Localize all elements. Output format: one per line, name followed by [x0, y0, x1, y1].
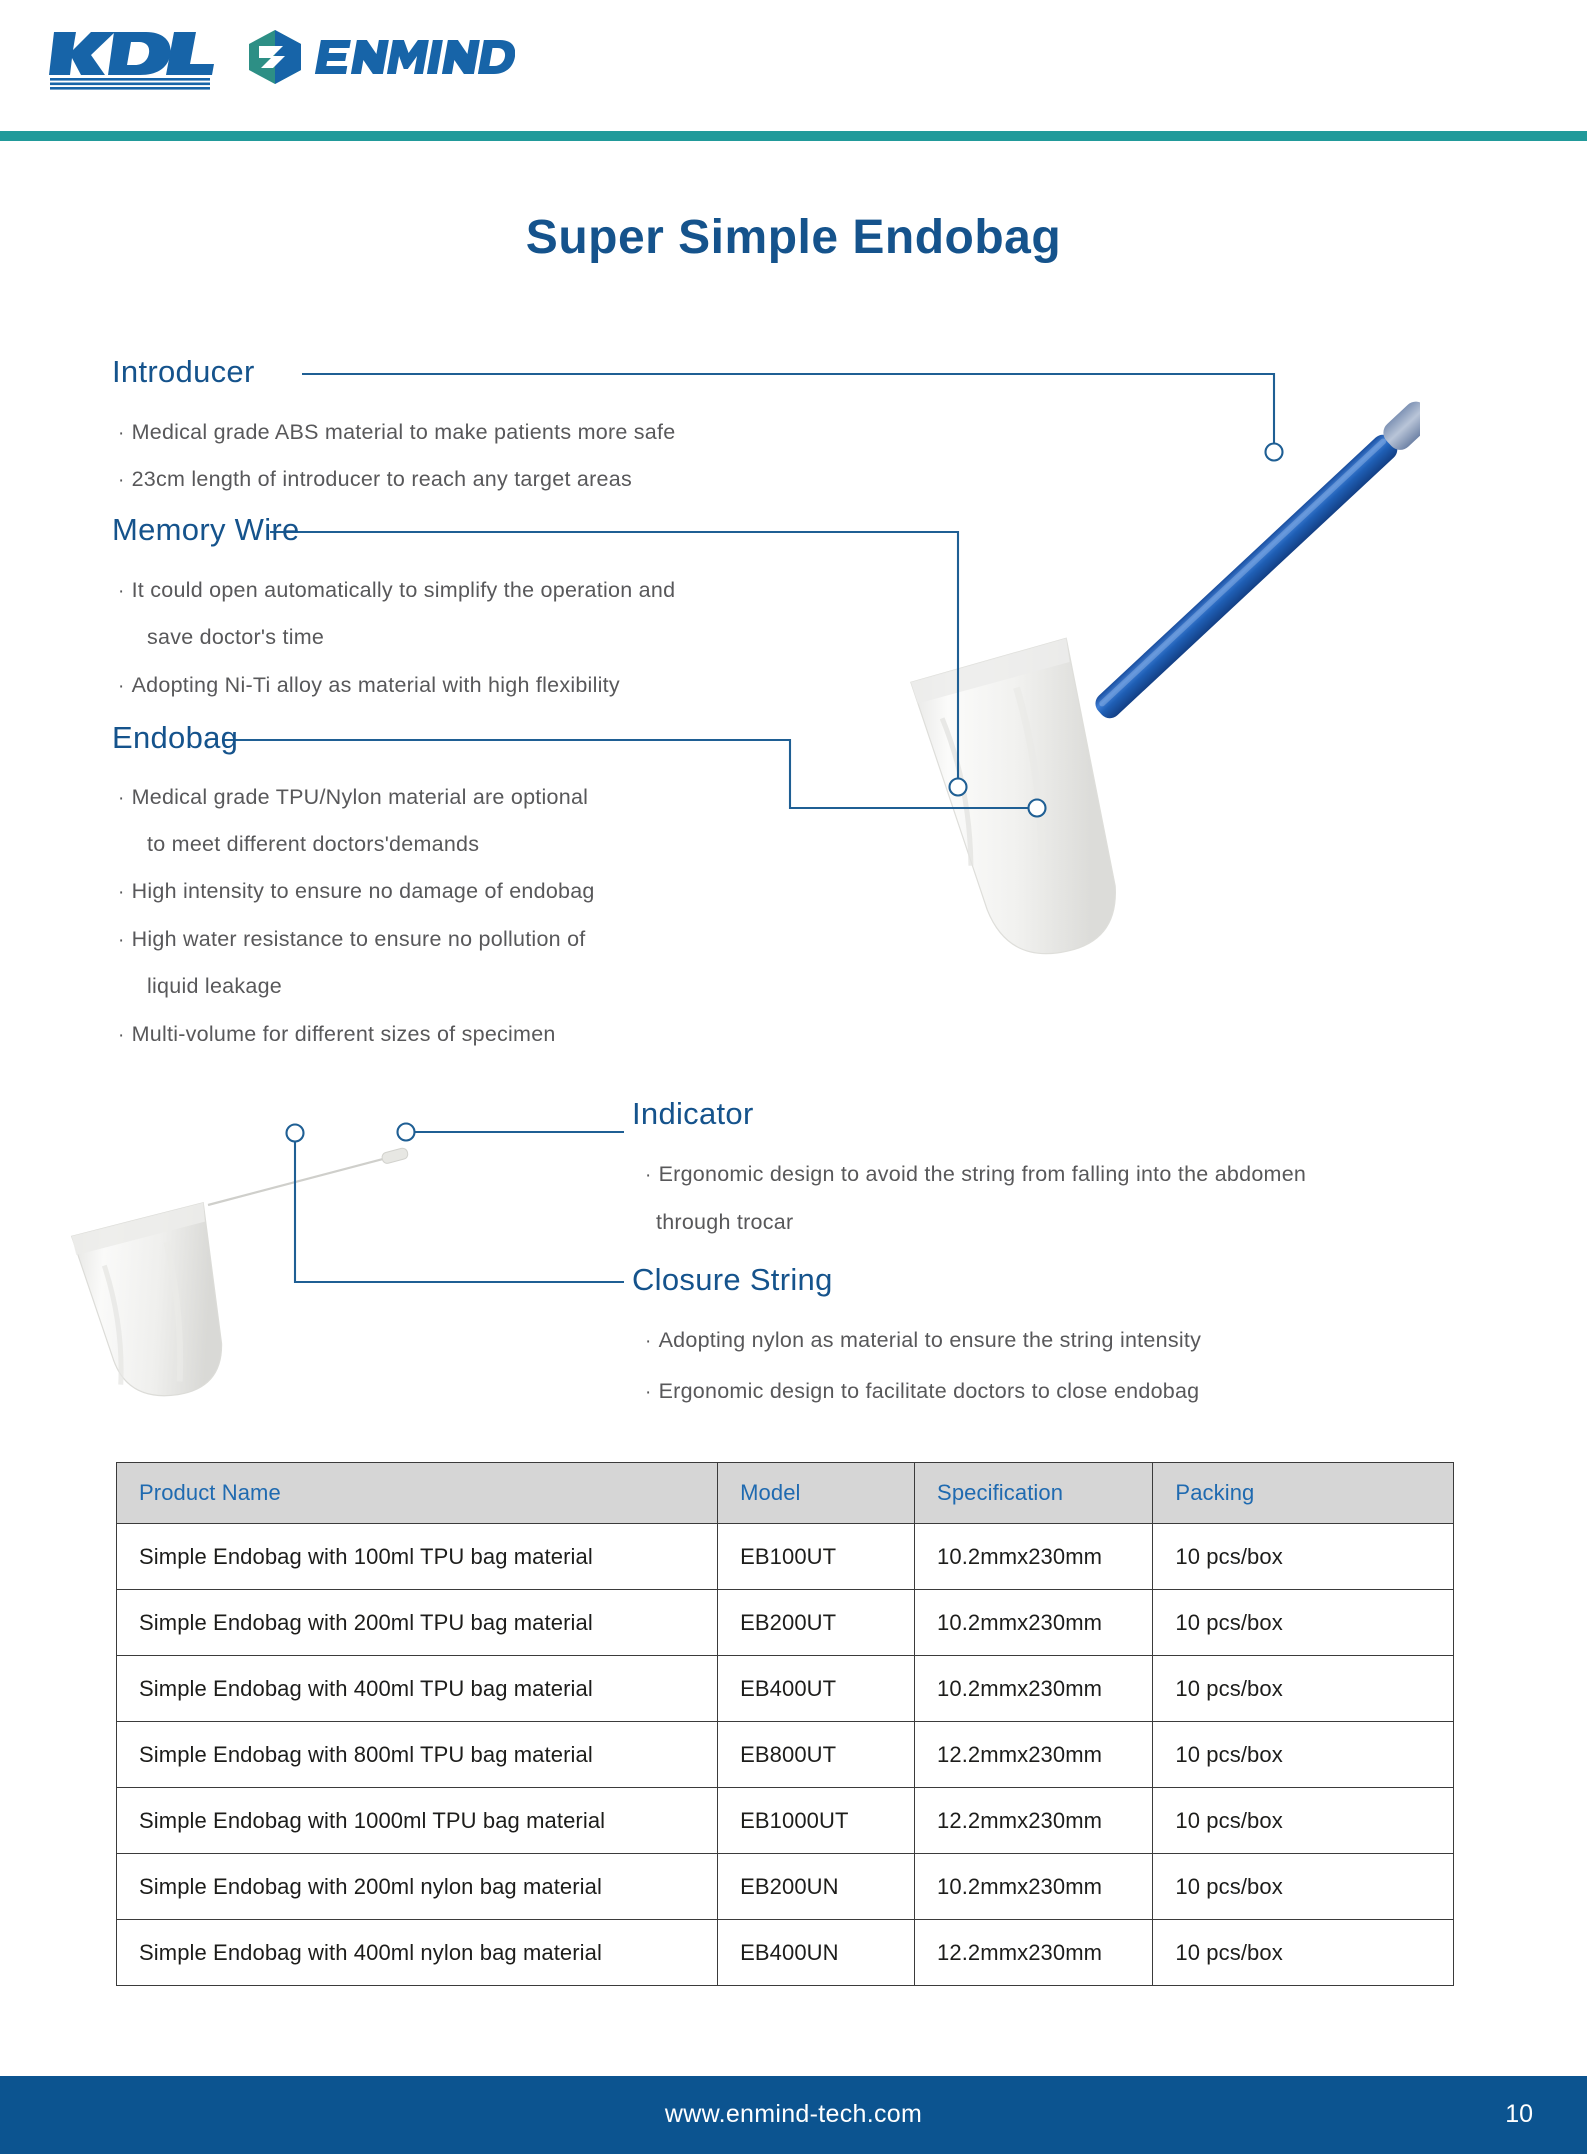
column-header-model: Model — [718, 1463, 915, 1524]
page-header — [0, 0, 1587, 134]
table-row — [117, 1590, 1454, 1656]
feature-heading-endobag: Endobag — [112, 720, 239, 755]
bullet-dot: · — [118, 930, 125, 951]
cell-model: EB200UN — [718, 1854, 915, 1920]
bullet-endobag-3: · High water resistance to ensure no pollution of — [118, 927, 586, 951]
cell-packing: 10 pcs/box — [1153, 1788, 1454, 1854]
cell-model: EB1000UT — [718, 1788, 915, 1854]
bullet-introducer-2: · 23cm length of introducer to reach any target areas — [118, 467, 632, 491]
cell-product-name: Simple Endobag with 200ml nylon bag material — [117, 1854, 718, 1920]
table-row — [117, 1920, 1454, 1986]
cell-packing: 10 pcs/box — [1153, 1920, 1454, 1986]
bullet-indicator-1: · Ergonomic design to avoid the string from falling into the abdomen — [645, 1162, 1307, 1186]
bullet-dot: · — [118, 581, 125, 602]
bullet-endobag-4: · Multi-volume for different sizes of specimen — [118, 1022, 556, 1046]
cell-model: EB100UT — [718, 1524, 915, 1590]
bullet-memory-wire-1: · It could open automatically to simplify the operation and — [118, 578, 676, 602]
bullet-endobag-1-cont: to meet different doctors'demands — [147, 832, 480, 856]
cell-packing: 10 pcs/box — [1153, 1590, 1454, 1656]
bullet-indicator-1-cont: through trocar — [656, 1210, 794, 1234]
bullet-dot: · — [118, 1025, 125, 1046]
table-row — [117, 1524, 1454, 1590]
cell-specification: 10.2mmx230mm — [915, 1656, 1153, 1722]
bullet-closure-string-2: · Ergonomic design to facilitate doctors to close endobag — [645, 1379, 1200, 1403]
cell-product-name: Simple Endobag with 100ml TPU bag material — [117, 1524, 718, 1590]
cell-packing: 10 pcs/box — [1153, 1854, 1454, 1920]
bullet-endobag-1: · Medical grade TPU/Nylon material are optional — [118, 785, 589, 809]
cell-product-name: Simple Endobag with 400ml nylon bag material — [117, 1920, 718, 1986]
product-photo-introducer-with-bag — [840, 375, 1420, 1055]
cell-specification: 10.2mmx230mm — [915, 1590, 1153, 1656]
bullet-dot: · — [118, 676, 125, 697]
cell-specification: 12.2mmx230mm — [915, 1920, 1153, 1986]
bullet-closure-string-1: · Adopting nylon as material to ensure the string intensity — [645, 1328, 1202, 1352]
page-title: Super Simple Endobag — [525, 211, 1062, 264]
bullet-dot: · — [118, 470, 125, 491]
kdl-logo — [48, 28, 218, 90]
cell-model: EB400UN — [718, 1920, 915, 1986]
column-header-product-name: Product Name — [117, 1463, 718, 1524]
product-photo-bag-with-closure-string — [60, 1130, 460, 1420]
bullet-memory-wire-2: · Adopting Ni-Ti alloy as material with high flexibility — [118, 673, 620, 697]
cell-packing: 10 pcs/box — [1153, 1656, 1454, 1722]
column-header-packing: Packing — [1153, 1463, 1454, 1524]
feature-heading-indicator: Indicator — [632, 1096, 754, 1131]
cell-specification: 12.2mmx230mm — [915, 1722, 1153, 1788]
cell-specification: 12.2mmx230mm — [915, 1788, 1153, 1854]
bullet-dot: · — [645, 1331, 652, 1352]
bullet-dot: · — [118, 882, 125, 903]
footer-page-number: 10 — [1505, 2100, 1533, 2128]
table-row — [117, 1656, 1454, 1722]
cell-model: EB800UT — [718, 1722, 915, 1788]
feature-heading-introducer: Introducer — [112, 354, 255, 389]
bullet-dot: · — [645, 1382, 652, 1403]
product-specification-table — [116, 1462, 1454, 1986]
cell-product-name: Simple Endobag with 1000ml TPU bag material — [117, 1788, 718, 1854]
enmind-logo — [245, 28, 515, 86]
cell-packing: 10 pcs/box — [1153, 1722, 1454, 1788]
bullet-dot: · — [118, 788, 125, 809]
cell-specification: 10.2mmx230mm — [915, 1524, 1153, 1590]
cell-product-name: Simple Endobag with 400ml TPU bag material — [117, 1656, 718, 1722]
cell-product-name: Simple Endobag with 200ml TPU bag material — [117, 1590, 718, 1656]
bullet-endobag-3-cont: liquid leakage — [147, 974, 282, 998]
feature-heading-closure-string: Closure String — [632, 1262, 833, 1297]
cell-specification: 10.2mmx230mm — [915, 1854, 1153, 1920]
bullet-memory-wire-1-cont: save doctor's time — [147, 625, 325, 649]
bullet-endobag-2: · High intensity to ensure no damage of endobag — [118, 879, 595, 903]
bullet-introducer-1: · Medical grade ABS material to make patients more safe — [118, 420, 676, 444]
feature-heading-memory-wire: Memory Wire — [112, 512, 300, 547]
table-row — [117, 1722, 1454, 1788]
cell-product-name: Simple Endobag with 800ml TPU bag material — [117, 1722, 718, 1788]
column-header-specification: Specification — [915, 1463, 1153, 1524]
bullet-dot: · — [118, 423, 125, 444]
table-row — [117, 1788, 1454, 1854]
bullet-dot: · — [645, 1165, 652, 1186]
cell-model: EB400UT — [718, 1656, 915, 1722]
cell-model: EB200UT — [718, 1590, 915, 1656]
table-header-row — [117, 1463, 1454, 1524]
table-row — [117, 1854, 1454, 1920]
cell-packing: 10 pcs/box — [1153, 1524, 1454, 1590]
header-accent-rule — [0, 131, 1587, 141]
footer-website-url: www.enmind-tech.com — [664, 2100, 923, 2128]
